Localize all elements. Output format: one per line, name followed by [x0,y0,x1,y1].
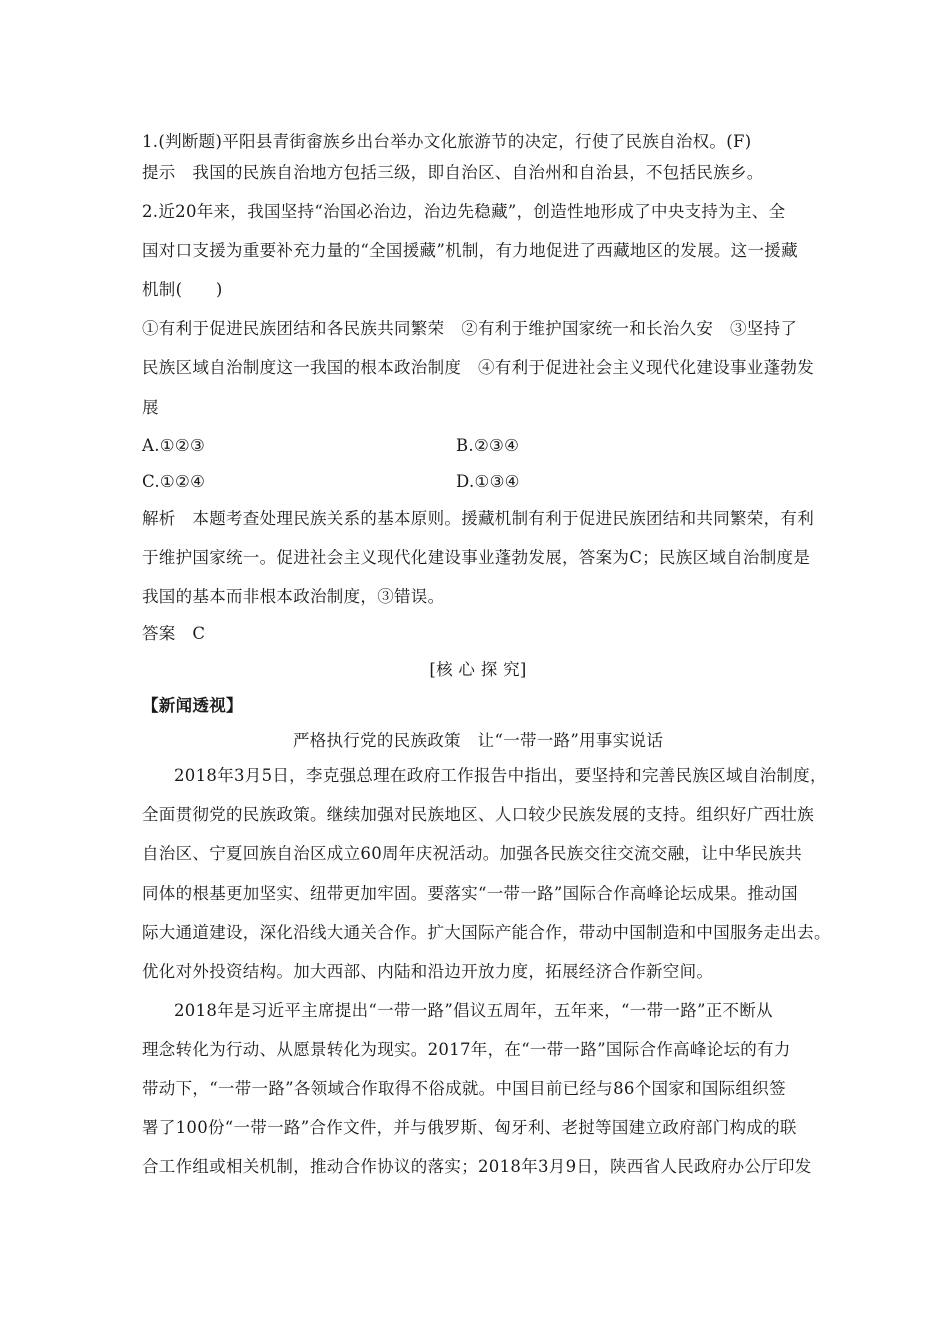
paragraph-1-line: 全面贯彻党的民族政策。继续加强对民族地区、人口较少民族发展的支持。组织好广西壮族 [142,805,814,824]
paragraph-1-line: 自治区、宁夏回族自治区成立60周年庆祝活动。加强各民族交往交流交融，让中华民族共 [142,844,802,863]
option-c: C.①②④ [142,472,206,491]
question-2-answer: 答案 C [142,624,206,643]
option-a: A.①②③ [142,436,206,455]
question-2-stem: 机制( ) [142,280,223,299]
paragraph-2-line: 带动下，“一带一路”各领域合作取得不俗成就。中国目前已经与86个国家和国际组织签 [142,1079,786,1098]
paragraph-2-line: 理念转化为行动、从愿景转化为现实。2017年，在“一带一路”国际合作高峰论坛的有力 [142,1040,791,1059]
question-2-analysis: 于维护国家统一。促进社会主义现代化建设事业蓬勃发展，答案为C；民族区域自治制度是 [142,548,811,567]
news-title: 严格执行党的民族政策 让“一带一路”用事实说话 [292,731,664,750]
option-b: B.②③④ [456,436,520,455]
question-2-stem: 国对口支援为重要补充力量的“全国援藏”机制，有力地促进了西藏地区的发展。这一援藏 [142,241,798,260]
paragraph-2-line: 合工作组或相关机制，推动合作协议的落实；2018年3月9日，陕西省人民政府办公厅印发 [142,1157,812,1176]
section-heading: [核 心 探 究] [429,660,527,679]
question-2-statements: 民族区域自治制度这一我国的根本政治制度 ④有利于促进社会主义现代化建设事业蓬勃发 [142,358,814,377]
option-d: D.①③④ [456,472,520,491]
paragraph-2-line: 2018年是习近平主席提出“一带一路”倡议五周年，五年来，“一带一路”正不断从 [174,1001,773,1020]
question-2-analysis: 解析 本题考查处理民族关系的基本原则。援藏机制有利于促进民族团结和共同繁荣，有利 [142,509,814,528]
paragraph-1-line: 优化对外投资结构。加大西部、内陆和沿边开放力度，拓展经济合作新空间。 [142,962,714,981]
question-2-statements: 展 [142,398,159,417]
paragraph-2-line: 署了100份“一带一路”合作文件，并与俄罗斯、匈牙利、老挝等国建立政府部门构成的联 [142,1118,797,1137]
paragraph-1-line: 同体的根基更加坚实、纽带更加牢固。要落实“一带一路”国际合作高峰论坛成果。推动国 [142,884,798,903]
question-1-text: 1.(判断题)平阳县青街畲族乡出台举办文化旅游节的决定，行使了民族自治权。(F) [142,132,752,151]
question-1-hint: 提示 我国的民族自治地方包括三级，即自治区、自治州和自治县，不包括民族乡。 [142,163,764,182]
paragraph-1-line: 2018年3月5日，李克强总理在政府工作报告中指出，要坚持和完善民族区域自治制度， [174,766,827,785]
news-tag: 【新闻透视】 [142,696,243,715]
question-2-statements: ①有利于促进民族团结和各民族共同繁荣 ②有利于维护国家统一和长治久安 ③坚持了 [142,319,798,338]
question-2-analysis: 我国的基本而非根本政治制度，③错误。 [142,587,445,606]
paragraph-1-line: 际大通道建设，深化沿线大通关合作。扩大国际产能合作，带动中国制造和中国服务走出去。 [142,923,831,942]
question-2-stem: 2.近20年来，我国坚持“治国必治边，治边先稳藏”，创造性地形成了中央支持为主、全 [142,202,786,221]
